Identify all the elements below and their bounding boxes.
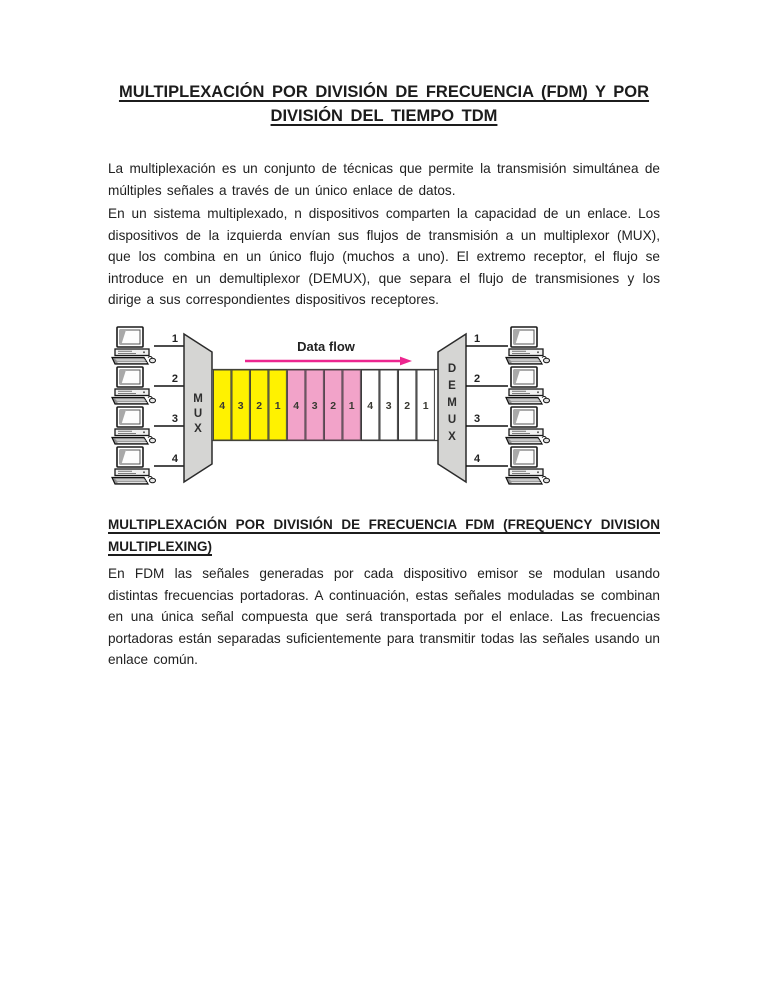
paragraph-fdm: En FDM las señales generadas por cada dispositivo emisor se modulan usando distintas frecuencias portadoras. A continuación, estas señales moduladas se combinan en una única señal compuesta que será transportada por el enlace. Las frecuencias portadoras están separadas suficientemente para transmitir todas las señales usando un enlace común. (108, 566, 660, 668)
paragraph-mux-demux: En un sistema multiplexado, n dispositivos comparten la capacidad de un enlace. Los dispositivos de la izquierda envían sus flujos de transmisión a un multiplexor (MUX), que los combina en un único flujo (muchos a uno). El extremo receptor, el flujo se introduce en un demultiplexor (DEMUX), que separa el flujo de transmisiones y los dirige a sus correspondientes dispositivos receptores. (108, 206, 660, 308)
demux-label-m: M (447, 397, 457, 409)
page-title-line1: MULTIPLEXACIÓN POR DIVISIÓN DE FRECUENCIA (FDM) Y POR (118, 83, 650, 101)
frame-cell-number: 4 (367, 400, 374, 412)
fdm-section-heading-text: MULTIPLEXACIÓN POR DIVISIÓN DE FRECUENCIA FDM (FREQUENCY DIVISION MULTIPLEXING) (108, 517, 660, 554)
computer-icon-right-2 (506, 367, 550, 404)
data-flow-label: Data flow (297, 339, 355, 354)
right-port-label-1: 1 (474, 333, 481, 345)
frame-cell-number: 3 (237, 400, 244, 412)
page-title-line2: DIVISIÓN DEL TIEMPO TDM (270, 107, 498, 125)
demux-label-u: U (447, 414, 457, 426)
frame-cell-number: 3 (311, 400, 318, 412)
left-port-label-2: 2 (171, 373, 178, 385)
computer-icon-left-1 (112, 327, 156, 364)
frame-cell-number: 3 (385, 400, 392, 412)
computer-icon-left-3 (112, 407, 156, 444)
mux-demux-diagram-svg (108, 320, 562, 492)
paragraph-intro: La multiplexación es un conjunto de técnicas que permite la transmisión simultánea de múltiples señales a través de un único enlace de datos. (108, 161, 660, 198)
mux-demux-diagram (108, 320, 562, 492)
frame-cell-number: 1 (274, 400, 281, 412)
right-port-label-4: 4 (474, 453, 481, 465)
computer-icon-right-3 (506, 407, 550, 444)
frame-cell-number: 4 (293, 400, 300, 412)
right-port-label-3: 3 (474, 413, 481, 425)
page-title (108, 80, 660, 128)
demux-label-d: D (447, 363, 457, 375)
fdm-section-heading (108, 514, 660, 557)
computer-icon-right-1 (506, 327, 550, 364)
computer-icon-left-4 (112, 447, 156, 484)
right-port-label-2: 2 (474, 373, 481, 385)
frame-cell-number: 1 (422, 400, 429, 412)
left-port-label-4: 4 (171, 453, 178, 465)
mux-label-u: U (193, 408, 203, 420)
left-port-label-1: 1 (171, 333, 178, 345)
frame-cell-number: 2 (404, 400, 411, 412)
frame-cell-number: 2 (330, 400, 337, 412)
mux-label-x: X (194, 423, 202, 435)
data-flow-arrow-head (400, 357, 412, 366)
demux-label-x: X (448, 431, 456, 443)
mux-label-m: M (193, 393, 203, 405)
frame-cell-number: 4 (219, 400, 226, 412)
left-port-label-3: 3 (171, 413, 178, 425)
frame-cell-number: 2 (256, 400, 263, 412)
computer-icon-left-2 (112, 367, 156, 404)
computer-icon-right-4 (506, 447, 550, 484)
frame-cell-number: 1 (348, 400, 355, 412)
demux-label-e: E (448, 380, 456, 392)
